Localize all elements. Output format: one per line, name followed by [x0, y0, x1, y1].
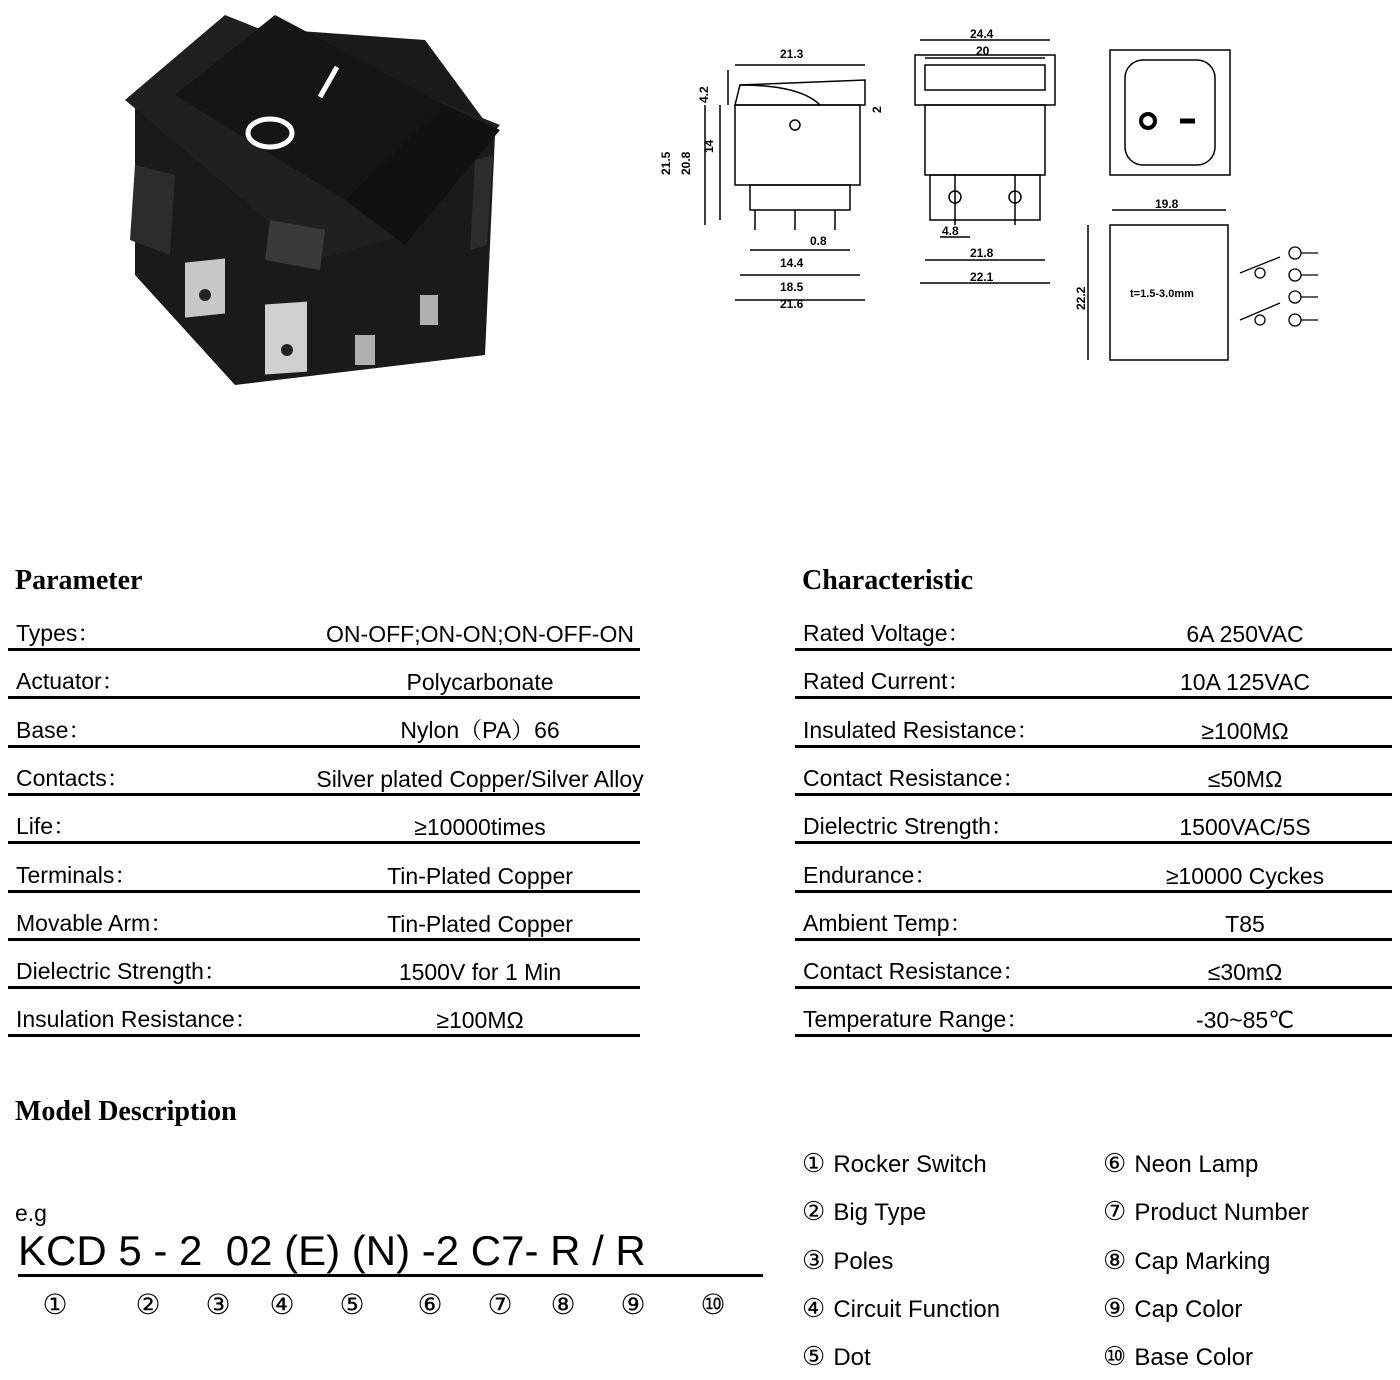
- legend-text: Rocker Switch: [833, 1151, 987, 1178]
- model-digit: ①: [42, 1289, 68, 1320]
- row-label: Contacts：: [16, 764, 130, 791]
- model-digit: ⑨: [620, 1289, 646, 1320]
- legend-number: ⑦: [1103, 1196, 1127, 1227]
- table-row: [795, 717, 1392, 748]
- row-label: Contact Resistance：: [803, 764, 1026, 791]
- legend-text: Neon Lamp: [1134, 1151, 1259, 1178]
- table-row: [8, 910, 640, 941]
- row-label: Dielectric Strength：: [803, 813, 1014, 840]
- legend-number: ⑧: [1103, 1244, 1127, 1275]
- model-digit: ⑦: [487, 1289, 513, 1320]
- legend-item: [1103, 1245, 1270, 1276]
- legend-item: [802, 1341, 871, 1372]
- characteristic-heading: Characteristic: [802, 565, 974, 596]
- legend-number: ⑥: [1103, 1148, 1127, 1178]
- legend-text: Base Color: [1134, 1344, 1254, 1372]
- row-value: Tin-Plated Copper: [387, 910, 573, 937]
- dimension-drawing: [640, 25, 1340, 375]
- row-value: ≥10000 Cyckes: [1165, 862, 1325, 889]
- row-value: 1500VAC/5S: [1179, 814, 1311, 841]
- model-heading: Model Description: [15, 1096, 237, 1127]
- dim-text: 21.8: [970, 246, 994, 260]
- legend-text: Circuit Function: [833, 1295, 1001, 1323]
- row-label: Movable Arm：: [16, 909, 174, 936]
- model-digit: ②: [135, 1289, 161, 1320]
- dim-text: 14.4: [780, 256, 804, 270]
- dim-text: 21.5: [659, 151, 673, 175]
- row-label: Types：: [16, 620, 101, 646]
- row-value: ≥10000times: [414, 814, 546, 841]
- legend-number: ③: [802, 1244, 826, 1275]
- legend-text: Big Type: [833, 1199, 927, 1227]
- row-label: Actuator：: [16, 668, 125, 695]
- dim-text: 24.4: [970, 27, 994, 41]
- row-value: Polycarbonate: [406, 669, 554, 696]
- row-label: Base：: [16, 716, 92, 743]
- row-label: Insulation Resistance：: [16, 1006, 258, 1033]
- legend-number: ⑨: [1103, 1292, 1127, 1323]
- dim-text: 0.8: [810, 234, 827, 248]
- row-value: ≥100MΩ: [1201, 717, 1289, 744]
- row-value: ON-OFF;ON-ON;ON-OFF-ON: [326, 621, 634, 647]
- dim-text: 22.2: [1074, 286, 1088, 310]
- row-value: Silver plated Copper/Silver Alloy: [316, 765, 644, 792]
- table-row: [795, 862, 1392, 893]
- table-row: [8, 764, 644, 796]
- model-digit: ⑩: [700, 1289, 726, 1320]
- legend-item: [802, 1196, 926, 1227]
- legend-text: Dot: [833, 1344, 871, 1372]
- switch-photo: [115, 5, 515, 400]
- table-row: [8, 1006, 640, 1037]
- dim-text: 19.8: [1155, 197, 1179, 211]
- model-code: KCD 5 - 2 02 (E) (N) -2 C7- R / R: [18, 1228, 763, 1277]
- dim-text: 4.2: [697, 86, 711, 103]
- table-row: [795, 958, 1392, 989]
- row-value: ≥100MΩ: [436, 1007, 524, 1034]
- dim-text: 20: [976, 44, 990, 58]
- dim-text: t=1.5-3.0mm: [1130, 288, 1194, 300]
- row-label: Ambient Temp：: [803, 909, 973, 936]
- legend-number: ⑤: [802, 1341, 826, 1372]
- row-label: Endurance：: [803, 861, 938, 888]
- row-label: Life：: [16, 813, 77, 840]
- dim-text: 21.3: [780, 47, 804, 61]
- row-label: Terminals：: [16, 861, 138, 888]
- dim-text: 20.8: [679, 151, 693, 175]
- table-row: [795, 910, 1392, 941]
- dim-text: 2: [870, 106, 884, 113]
- row-value: -30~85℃: [1195, 1007, 1295, 1034]
- dim-text: 22.1: [970, 270, 994, 284]
- table-row: [8, 620, 640, 651]
- legend-text: Product Number: [1134, 1199, 1310, 1227]
- legend-item: [1103, 1341, 1253, 1372]
- table-row: [8, 813, 640, 844]
- dim-text: 4.8: [942, 224, 959, 238]
- legend-item: [802, 1148, 987, 1179]
- legend-text: Cap Marking: [1134, 1247, 1271, 1275]
- row-label: Dielectric Strength：: [16, 958, 227, 985]
- model-digit: ③: [205, 1289, 231, 1320]
- example-label: e.g: [15, 1200, 47, 1226]
- row-value: 6A 250VAC: [1186, 621, 1304, 647]
- model-digit: ⑥: [417, 1289, 443, 1320]
- table-row: [795, 813, 1392, 844]
- row-label: Rated Voltage：: [803, 620, 971, 646]
- table-row: [795, 668, 1392, 699]
- dim-text: 21.6: [780, 297, 804, 311]
- row-label: Rated Current：: [803, 668, 971, 695]
- legend-item: [1103, 1293, 1242, 1324]
- table-row: [8, 668, 640, 699]
- legend-number: ⑩: [1103, 1341, 1127, 1372]
- row-value: Nylon（PA）66: [400, 716, 560, 743]
- table-row: [795, 620, 1392, 651]
- legend-number: ①: [802, 1148, 826, 1178]
- table-row: [8, 717, 640, 748]
- legend-text: Cap Color: [1134, 1295, 1243, 1323]
- row-label: Insulated Resistance：: [803, 716, 1040, 743]
- legend-item: [802, 1245, 893, 1276]
- dim-text: 14: [702, 139, 716, 153]
- legend-text: Poles: [833, 1247, 894, 1275]
- row-label: Contact Resistance：: [803, 958, 1026, 985]
- legend-number: ④: [802, 1292, 826, 1323]
- row-value: Tin-Plated Copper: [387, 862, 573, 889]
- row-value: 1500V for 1 Min: [398, 959, 562, 986]
- legend-item: [1103, 1148, 1258, 1179]
- row-label: Temperature Range：: [803, 1006, 1030, 1033]
- parameter-heading: Parameter: [15, 565, 143, 596]
- dim-text: 18.5: [780, 280, 804, 294]
- row-value: ≤50MΩ: [1207, 765, 1283, 792]
- row-value: ≤30mΩ: [1207, 959, 1283, 986]
- table-row: [795, 1006, 1392, 1037]
- row-value: 10A 125VAC: [1179, 669, 1311, 696]
- row-value: T85: [1225, 910, 1265, 937]
- model-digit: ⑧: [550, 1289, 576, 1320]
- table-row: [795, 765, 1392, 796]
- legend-item: [1103, 1196, 1309, 1227]
- model-digit: ⑤: [339, 1289, 365, 1320]
- legend-item: [802, 1293, 1000, 1324]
- model-digit: ④: [269, 1289, 295, 1320]
- table-row: [8, 862, 640, 893]
- table-row: [8, 958, 640, 989]
- legend-number: ②: [802, 1196, 826, 1227]
